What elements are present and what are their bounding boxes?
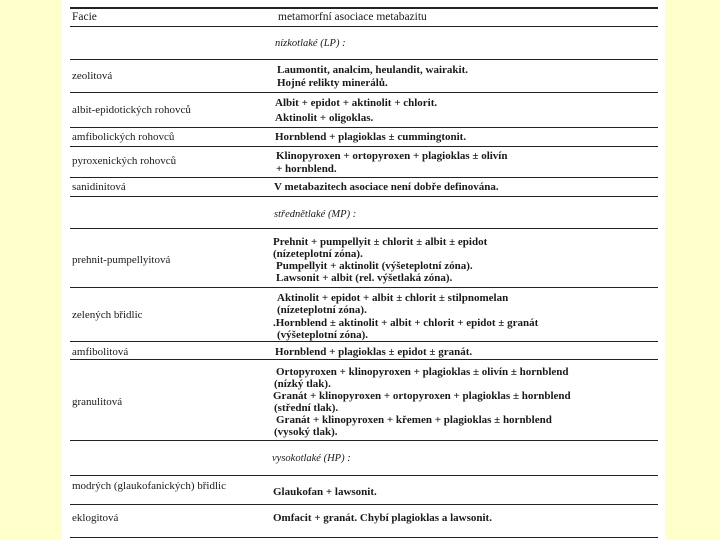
rule [70,26,658,27]
rule [70,59,658,60]
assoc-line: Aktinolit + oligoklas. [275,112,374,124]
facies-label: eklogitová [72,512,119,524]
assoc-line: Hojné relikty minerálů. [277,77,388,89]
assoc-line: Pumpellyit + aktinolit (výšeteplotní zóna). [276,260,473,272]
facies-label: sanidinitová [72,181,126,193]
facies-label: prehnit-pumpellyitová [72,254,171,266]
assoc-line: (výšeteplotní zóna). [277,329,369,341]
assoc-line: Hornblend + plagioklas ± cummingtonit. [275,131,467,143]
facies-label: zelených břidlic [72,309,143,321]
rule-bottom [70,537,658,538]
assoc-line: (vysoký tlak). [274,426,338,438]
facies-label: modrých (glaukofanických) břidlic [72,480,226,492]
facies-label: albit-epidotických rohovců [72,104,191,116]
facies-label: granulitová [72,396,123,408]
facies-label: pyroxenických rohovců [72,155,177,167]
assoc-line: Omfacit + granát. Chybí plagioklas a lawsonit. [273,512,492,524]
header-assoc: metamorfní asociace metabazitu [278,11,427,23]
rule [70,504,658,505]
rule [70,228,658,229]
assoc-line: Lawsonit + albit (rel. výšetlaká zóna). [276,272,453,284]
rule [70,287,658,288]
rule [70,146,658,147]
rule [70,475,658,476]
assoc-line: Granát + klinopyroxen + křemen + plagioklas ± hornblend [276,414,552,426]
assoc-line: V metabazitech asociace není dobře definována. [274,181,499,193]
rule [70,440,658,441]
rule [70,196,658,197]
rule-top [70,7,658,9]
section-hp: vysokotlaké (HP) : [272,453,351,464]
rule [70,92,658,93]
rule [70,359,658,360]
assoc-line: Aktinolit + epidot + albit ± chlorit ± stilpnomelan [277,292,509,304]
rule [70,177,658,178]
rule [70,127,658,128]
assoc-line: Glaukofan + lawsonit. [273,486,377,498]
assoc-line: Hornblend + plagioklas ± epidot ± granát. [275,346,473,358]
assoc-line: + hornblend. [276,163,337,175]
header-facie: Facie [72,11,97,23]
assoc-line: (nízeteplotní zóna). [277,304,367,316]
facies-label: amfibolitová [72,346,129,358]
assoc-line: (nízký tlak). [274,378,331,390]
table-sheet [62,0,665,540]
assoc-line: .Hornblend ± aktinolit + albit + chlorit + epidot ± granát [273,317,539,329]
assoc-line: Ortopyroxen + klinopyroxen + plagioklas ± olivín ± hornblend [276,366,569,378]
facies-label: zeolitová [72,70,113,82]
assoc-line: Klinopyroxen + ortopyroxen + plagioklas ± olivín [276,150,508,162]
assoc-line: (nízeteplotní zóna). [273,248,363,260]
facies-label: amfibolických rohovců [72,131,175,143]
section-mp: střednětlaké (MP) : [274,209,357,220]
assoc-line: Prehnit + pumpellyit ± chlorit ± albit ± epidot [273,236,488,248]
section-lp: nízkotlaké (LP) : [275,38,346,49]
assoc-line: Granát + klinopyroxen + ortopyroxen + plagioklas ± hornblend [273,390,571,402]
assoc-line: (střední tlak). [274,402,339,414]
assoc-line: Albit + epidot + aktinolit + chlorit. [275,97,438,109]
assoc-line: Laumontit, analcim, heulandit, wairakit. [277,64,468,76]
